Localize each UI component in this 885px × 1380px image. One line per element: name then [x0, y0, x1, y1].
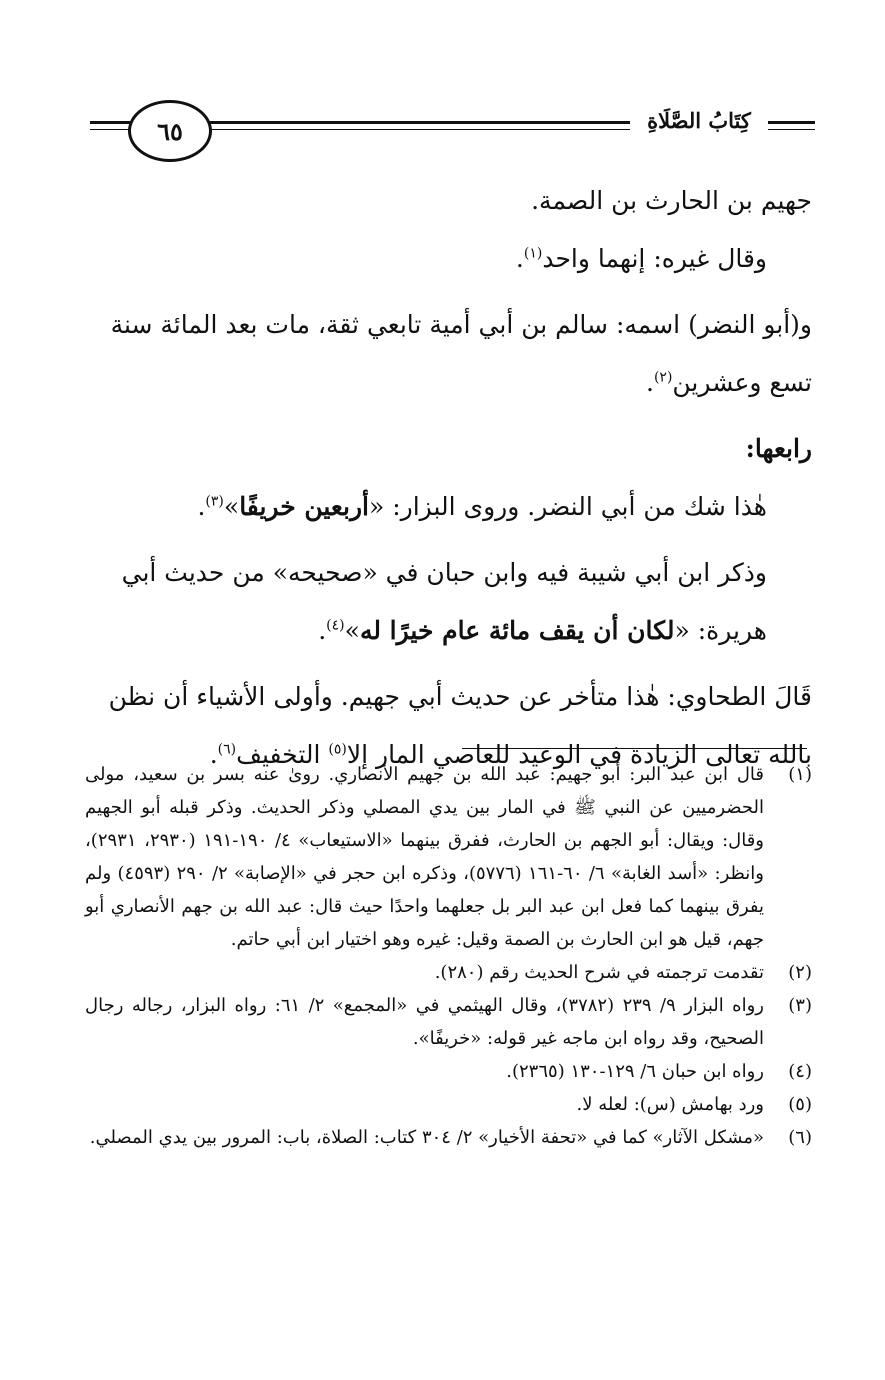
footnote — [85, 1055, 812, 1088]
quoted-text: أربعين خريفًا — [239, 492, 369, 521]
paragraph-text: . — [209, 740, 218, 769]
footnote-text: «مشكل الآثار» كما في «تحفة الأخيار» ٢/ ٣٠٤ كتاب: الصلاة، باب: المرور بين يدي المصلي. — [89, 1127, 764, 1148]
paragraph-text: . — [645, 368, 654, 397]
footnote-number: (٤) — [788, 1061, 812, 1082]
footnote-text: قال ابن عبد البر: أبو جهيم: عبد الله بن جهيم الأنصاري. روىٰ عنه بسر بن سعيد، مولى الحضرميين عن النبي ﷺ في المار بين يدي المصلي وذكر الحديث. وذكر قبله أبو الجهيم وقال: ويقال: أبو الجهم بن الحارث، ففرق بينهما «الاستيعاب» ٤/ ١٩٠-١٩١ (٢٩٣٠، ٢٩٣١)، وانظر: «أسد الغابة» ٦/ ٦٠-١٦١ (٥٧٧٦)، وذكره ابن حجر في «الإصابة» ٢/ ٢٩٠ (٤٥٩٣) ولم يفرق بينهما كما فعل ابن عبد البر بل جعلهما واحدًا حيث قال: عبد الله بن جهم الأنصاري أبو جهم، قيل هو ابن الحارث بن الصمة وقيل: غيره وهو اختيار ابن أبي حاتم. — [85, 764, 764, 950]
footnotes — [85, 758, 812, 1154]
footnote-ref[interactable]: (١) — [523, 245, 543, 262]
paragraph — [85, 296, 812, 412]
paragraph — [85, 230, 812, 288]
footnote-text: تقدمت ترجمته في شرح الحديث رقم (٢٨٠). — [434, 962, 764, 983]
footnote-text: رواه البزار ٩/ ٢٣٩ (٣٧٨٢)، وقال الهيثمي في «المجمع» ٢/ ٦١: رواه البزار، رجاله رجال الصحيح، وقد رواه ابن ماجه غير قوله: «خريفًا». — [85, 995, 765, 1049]
footnote-text: ورد بهامش (س): لعله لا. — [576, 1094, 764, 1115]
footnote — [85, 989, 812, 1055]
paragraph-text: هٰذا شك من أبي النضر. وروى البزار: « — [368, 492, 767, 521]
paragraph-text: . — [197, 492, 206, 521]
paragraph — [85, 544, 812, 660]
paragraph-text: » — [223, 492, 240, 521]
header-rule — [765, 121, 815, 124]
footnote — [85, 1088, 812, 1121]
paragraph-text: جهيم بن الحارث بن الصمة. — [531, 186, 812, 215]
footnote-number: (٥) — [788, 1094, 812, 1115]
footnote-ref[interactable]: (٤) — [326, 617, 345, 634]
header-rule — [90, 121, 132, 124]
paragraph — [85, 478, 812, 536]
paragraph-text: . — [515, 244, 524, 273]
quoted-text: لكان أن يقف مائة عام خيرًا له — [359, 616, 675, 645]
footnote-number: (١) — [788, 764, 812, 785]
running-title: كِتَابُ الصَّلَاةِ — [630, 108, 768, 133]
footnote — [85, 1121, 812, 1154]
paragraph-text: . — [318, 616, 327, 645]
paragraph-text: التخفيف — [236, 740, 329, 769]
section-heading: رابعها: — [745, 434, 812, 463]
header-rule — [765, 129, 815, 130]
paragraph-text: وقال غيره: إنهما واحد — [542, 244, 767, 273]
paragraph — [85, 172, 812, 230]
footnote-number: (٢) — [788, 962, 812, 983]
main-text — [85, 172, 812, 784]
footnote — [85, 758, 812, 956]
footnote-ref[interactable]: (٥) — [328, 741, 347, 758]
footnote — [85, 956, 812, 989]
footnote-ref[interactable]: (٢) — [653, 369, 673, 386]
footnote-ref[interactable]: (٦) — [217, 741, 237, 758]
header-rule — [90, 129, 132, 130]
footnote-ref[interactable]: (٣) — [205, 493, 224, 510]
paragraph-text: قَالَ الطحاوي: هٰذا متأخر عن حديث أبي جهيم. وأولى الأشياء أن نظن بالله تعالى الزيادة في الوعيد للعاصي المار إلا — [108, 682, 812, 769]
paragraph-text: » — [344, 616, 360, 645]
page-number: ٦٥ — [128, 100, 212, 162]
paragraph-text: وذكر ابن أبي شيبة فيه وابن حبان في «صحيحه» من حديث أبي هريرة: « — [121, 558, 767, 645]
paragraph-text: و(أبو النضر) اسمه: سالم بن أبي أمية تابعي ثقة، مات بعد المائة سنة تسع وعشرين — [110, 310, 812, 397]
footnote-text: رواه ابن حبان ٦/ ١٢٩-١٣٠ (٢٣٦٥). — [506, 1061, 764, 1082]
footnote-number: (٦) — [788, 1127, 812, 1148]
footnote-number: (٣) — [788, 995, 812, 1016]
footnote-separator — [462, 748, 807, 749]
